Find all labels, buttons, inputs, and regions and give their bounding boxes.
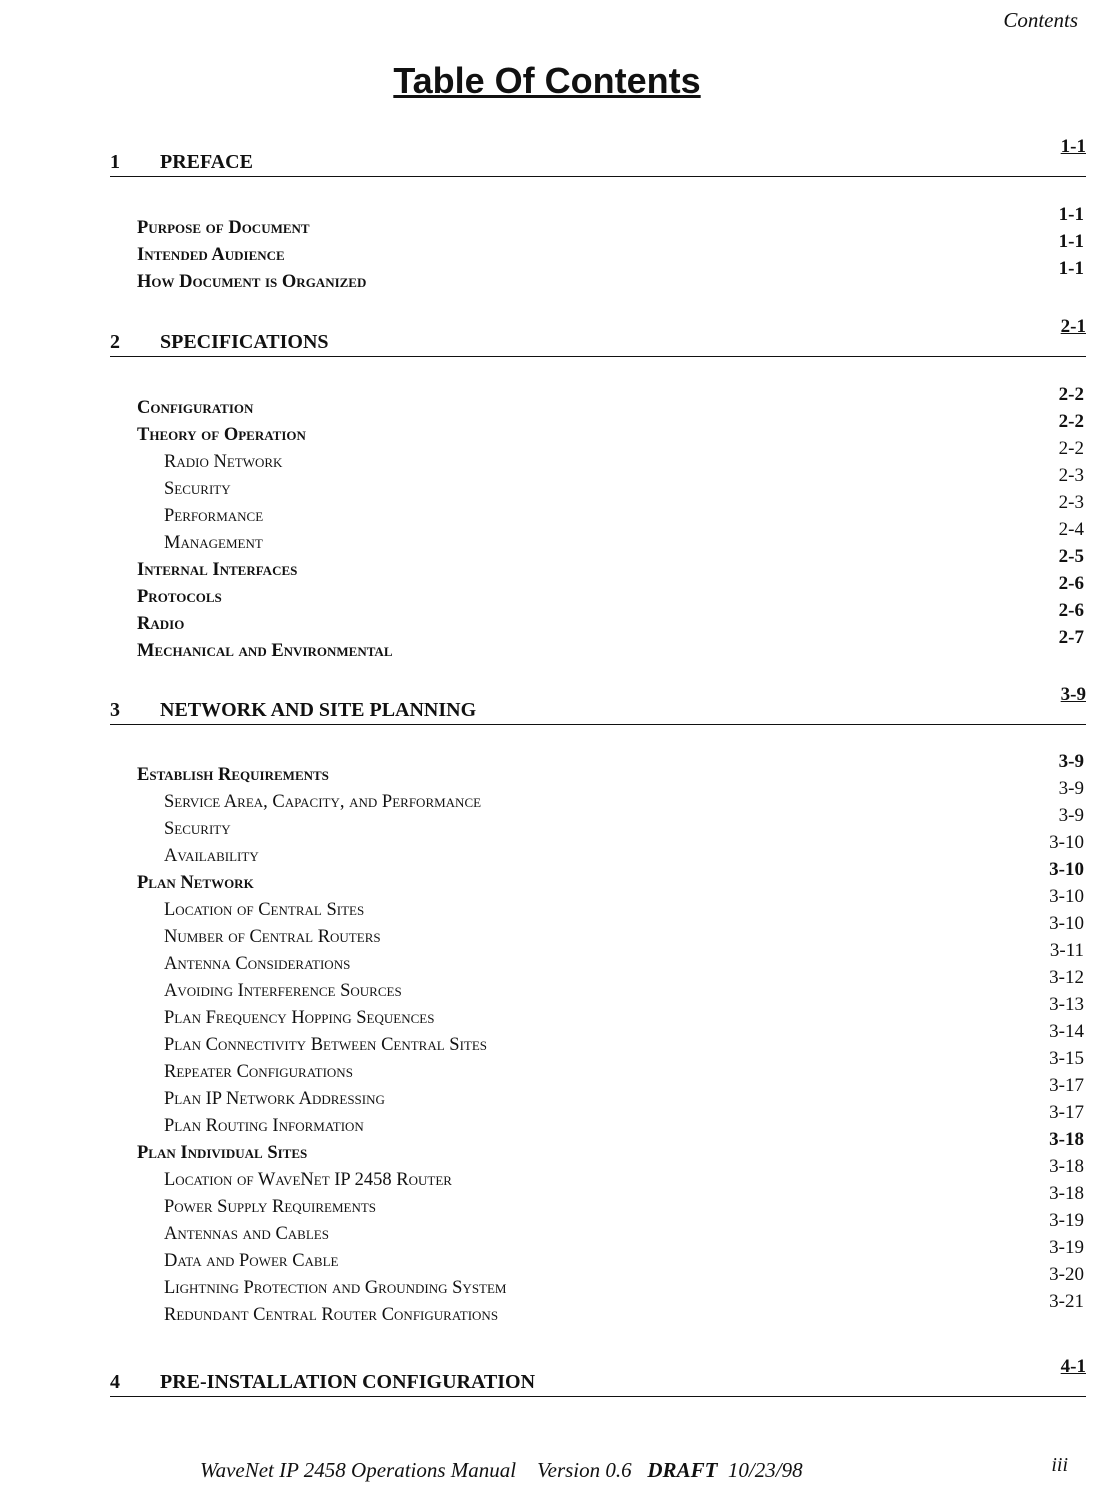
toc-entry-page: 3-12 — [1049, 967, 1084, 988]
chapter-number: 2 — [110, 331, 120, 353]
toc-entry-page: 3-9 — [1058, 778, 1084, 799]
toc-entry[interactable] — [0, 573, 1094, 614]
toc-entry[interactable] — [0, 1102, 1094, 1143]
toc-entry-title: Radio Network — [164, 452, 283, 472]
toc-entry[interactable] — [0, 1264, 1094, 1305]
chapter-heading[interactable] — [110, 136, 1086, 177]
toc-entry-title: Radio — [137, 614, 185, 634]
toc-entry-page: 1-1 — [1058, 258, 1084, 279]
toc-entry-title: Management — [164, 533, 263, 553]
toc-entry-title: How Document is Organized — [137, 272, 367, 292]
toc-entry-page: 3-18 — [1049, 1183, 1084, 1204]
toc-entry[interactable] — [0, 913, 1094, 954]
toc-entry-page: 3-11 — [1049, 940, 1084, 961]
toc-entry-title: Establish Requirements — [137, 765, 329, 785]
toc-entry-page: 1-1 — [1058, 204, 1084, 225]
version-label: Version 0.6 — [537, 1458, 632, 1482]
toc-entry-title: Security — [164, 479, 231, 499]
toc-entry[interactable] — [0, 1048, 1094, 1089]
toc-entry-page: 2-4 — [1058, 519, 1084, 540]
toc-entry[interactable] — [0, 1156, 1094, 1197]
chapter-page: 3-9 — [1060, 684, 1086, 705]
toc-entry-page: 3-17 — [1049, 1075, 1084, 1096]
toc-entry[interactable] — [0, 600, 1094, 641]
chapter-heading[interactable] — [110, 684, 1086, 725]
toc-entry-title: Performance — [164, 506, 264, 526]
toc-entry-title: Service Area, Capacity, and Performance — [164, 792, 482, 812]
toc-entry[interactable] — [0, 627, 1094, 668]
toc-entry-page: 3-13 — [1049, 994, 1084, 1015]
toc-entry-page: 2-7 — [1058, 627, 1084, 648]
toc-entry[interactable] — [0, 994, 1094, 1035]
chapter-title: PREFACE — [160, 151, 253, 173]
toc-entry-title: Plan IP Network Addressing — [164, 1089, 385, 1109]
toc-entry-page: 3-10 — [1049, 859, 1084, 880]
toc-entry-title: Plan Individual Sites — [137, 1143, 308, 1163]
toc-entry-page: 2-2 — [1058, 384, 1084, 405]
toc-entry-page: 2-3 — [1058, 492, 1084, 513]
toc-entry-page: 2-5 — [1058, 546, 1084, 567]
toc-entry[interactable] — [0, 1291, 1094, 1332]
draft-label: DRAFT — [647, 1458, 718, 1482]
chapter-entries — [0, 384, 1094, 668]
toc-entry-title: Data and Power Cable — [164, 1251, 339, 1271]
toc-entry-title: Antennas and Cables — [164, 1224, 329, 1244]
toc-entry[interactable] — [0, 1210, 1094, 1251]
toc-entry[interactable] — [0, 1237, 1094, 1278]
toc-entry-title: Number of Central Routers — [164, 927, 381, 947]
chapter-page: 1-1 — [1060, 136, 1086, 157]
chapter-entries — [0, 204, 1094, 299]
toc-entry-page: 3-20 — [1049, 1264, 1084, 1285]
toc-entry-title: Plan Frequency Hopping Sequences — [164, 1008, 435, 1028]
chapter-number: 1 — [110, 151, 120, 173]
toc-entry-page: 3-14 — [1049, 1021, 1084, 1042]
toc-entry[interactable] — [0, 519, 1094, 560]
toc-entry-title: Theory of Operation — [137, 425, 306, 445]
chapter-title: NETWORK AND SITE PLANNING — [160, 699, 477, 721]
running-header: Contents — [1003, 8, 1078, 32]
toc-entry[interactable] — [0, 465, 1094, 506]
toc-entry-page: 3-18 — [1049, 1156, 1084, 1177]
toc-entry-page: 2-2 — [1058, 411, 1084, 432]
toc-entry-page: 3-9 — [1058, 805, 1084, 826]
date-label: 10/23/98 — [727, 1458, 803, 1482]
toc-entry-title: Plan Routing Information — [164, 1116, 364, 1136]
chapter-heading[interactable] — [110, 316, 1086, 357]
toc-entry-title: Mechanical and Environmental — [137, 641, 393, 661]
toc-entry-title: Location of WaveNet IP 2458 Router — [164, 1170, 452, 1190]
chapter-number: 3 — [110, 699, 120, 721]
chapter-page: 4-1 — [1060, 1356, 1086, 1377]
toc-entry[interactable] — [0, 438, 1094, 479]
page-number: iii — [1051, 1454, 1068, 1476]
chapter-title: PRE-INSTALLATION CONFIGURATION — [160, 1371, 536, 1393]
toc-entry[interactable] — [0, 778, 1094, 819]
toc-entry[interactable] — [0, 967, 1094, 1008]
toc-entry[interactable] — [0, 1129, 1094, 1170]
toc-entry[interactable] — [0, 940, 1094, 981]
toc-entry-title: Security — [164, 819, 231, 839]
chapter-title: SPECIFICATIONS — [160, 331, 329, 353]
toc-entry-title: Lightning Protection and Grounding System — [164, 1278, 507, 1298]
toc-entry-page: 1-1 — [1058, 231, 1084, 252]
toc-entry[interactable] — [0, 1183, 1094, 1224]
chapter-page: 2-1 — [1060, 316, 1086, 337]
toc-entry-page: 3-19 — [1049, 1237, 1084, 1258]
toc-entry[interactable] — [0, 805, 1094, 846]
chapter-entries — [0, 751, 1094, 1332]
toc-entry[interactable] — [0, 1075, 1094, 1116]
toc-entry-title: Avoiding Interference Sources — [164, 981, 402, 1001]
toc-entry-title: Intended Audience — [137, 245, 285, 265]
toc-entry-title: Purpose of Document — [137, 218, 310, 238]
toc-entry-title: Power Supply Requirements — [164, 1197, 377, 1217]
toc-entry[interactable] — [0, 832, 1094, 873]
toc-entry-title: Plan Network — [137, 873, 254, 893]
toc-entry-page: 3-10 — [1049, 886, 1084, 907]
toc-entry[interactable] — [0, 751, 1094, 792]
toc-entry[interactable] — [0, 886, 1094, 927]
toc-entry-title: Antenna Considerations — [164, 954, 351, 974]
toc-entry-title: Availability — [164, 846, 259, 866]
toc-entry-title: Internal Interfaces — [137, 560, 298, 580]
toc-entry-page: 3-10 — [1049, 913, 1084, 934]
toc-entry[interactable] — [0, 231, 1094, 272]
toc-entry[interactable] — [0, 859, 1094, 900]
toc-entry-page: 3-18 — [1049, 1129, 1084, 1150]
toc-entry-title: Redundant Central Router Configurations — [164, 1305, 499, 1325]
toc-entry-page: 2-3 — [1058, 465, 1084, 486]
toc-entry-page: 2-6 — [1058, 573, 1084, 594]
toc-entry-title: Configuration — [137, 398, 254, 418]
toc-entry[interactable] — [0, 204, 1094, 245]
toc-entry-title: Protocols — [137, 587, 222, 607]
toc-entry-page: 3-19 — [1049, 1210, 1084, 1231]
manual-name: WaveNet IP 2458 Operations Manual — [200, 1458, 517, 1482]
toc-entry[interactable] — [0, 411, 1094, 452]
toc-entry-title: Plan Connectivity Between Central Sites — [164, 1035, 488, 1055]
toc-entry-page: 3-21 — [1049, 1291, 1084, 1312]
toc-entry-page: 3-15 — [1049, 1048, 1084, 1069]
toc-entry-page: 2-2 — [1058, 438, 1084, 459]
page-title: Table Of Contents — [393, 60, 701, 101]
toc-entry[interactable] — [0, 384, 1094, 425]
toc-entry-page: 3-17 — [1049, 1102, 1084, 1123]
toc-entry-title: Repeater Configurations — [164, 1062, 353, 1082]
toc-entry[interactable] — [0, 492, 1094, 533]
toc-entry-title: Location of Central Sites — [164, 900, 365, 920]
toc-entry[interactable] — [0, 546, 1094, 587]
toc-entry[interactable] — [0, 1021, 1094, 1062]
toc-entry-page: 3-10 — [1049, 832, 1084, 853]
chapter-heading[interactable] — [110, 1356, 1086, 1397]
chapter-number: 4 — [110, 1371, 120, 1393]
toc-entry-page: 2-6 — [1058, 600, 1084, 621]
toc-entry[interactable] — [0, 258, 1094, 299]
toc-entry-page: 3-9 — [1058, 751, 1084, 772]
page-footer — [200, 1458, 803, 1483]
